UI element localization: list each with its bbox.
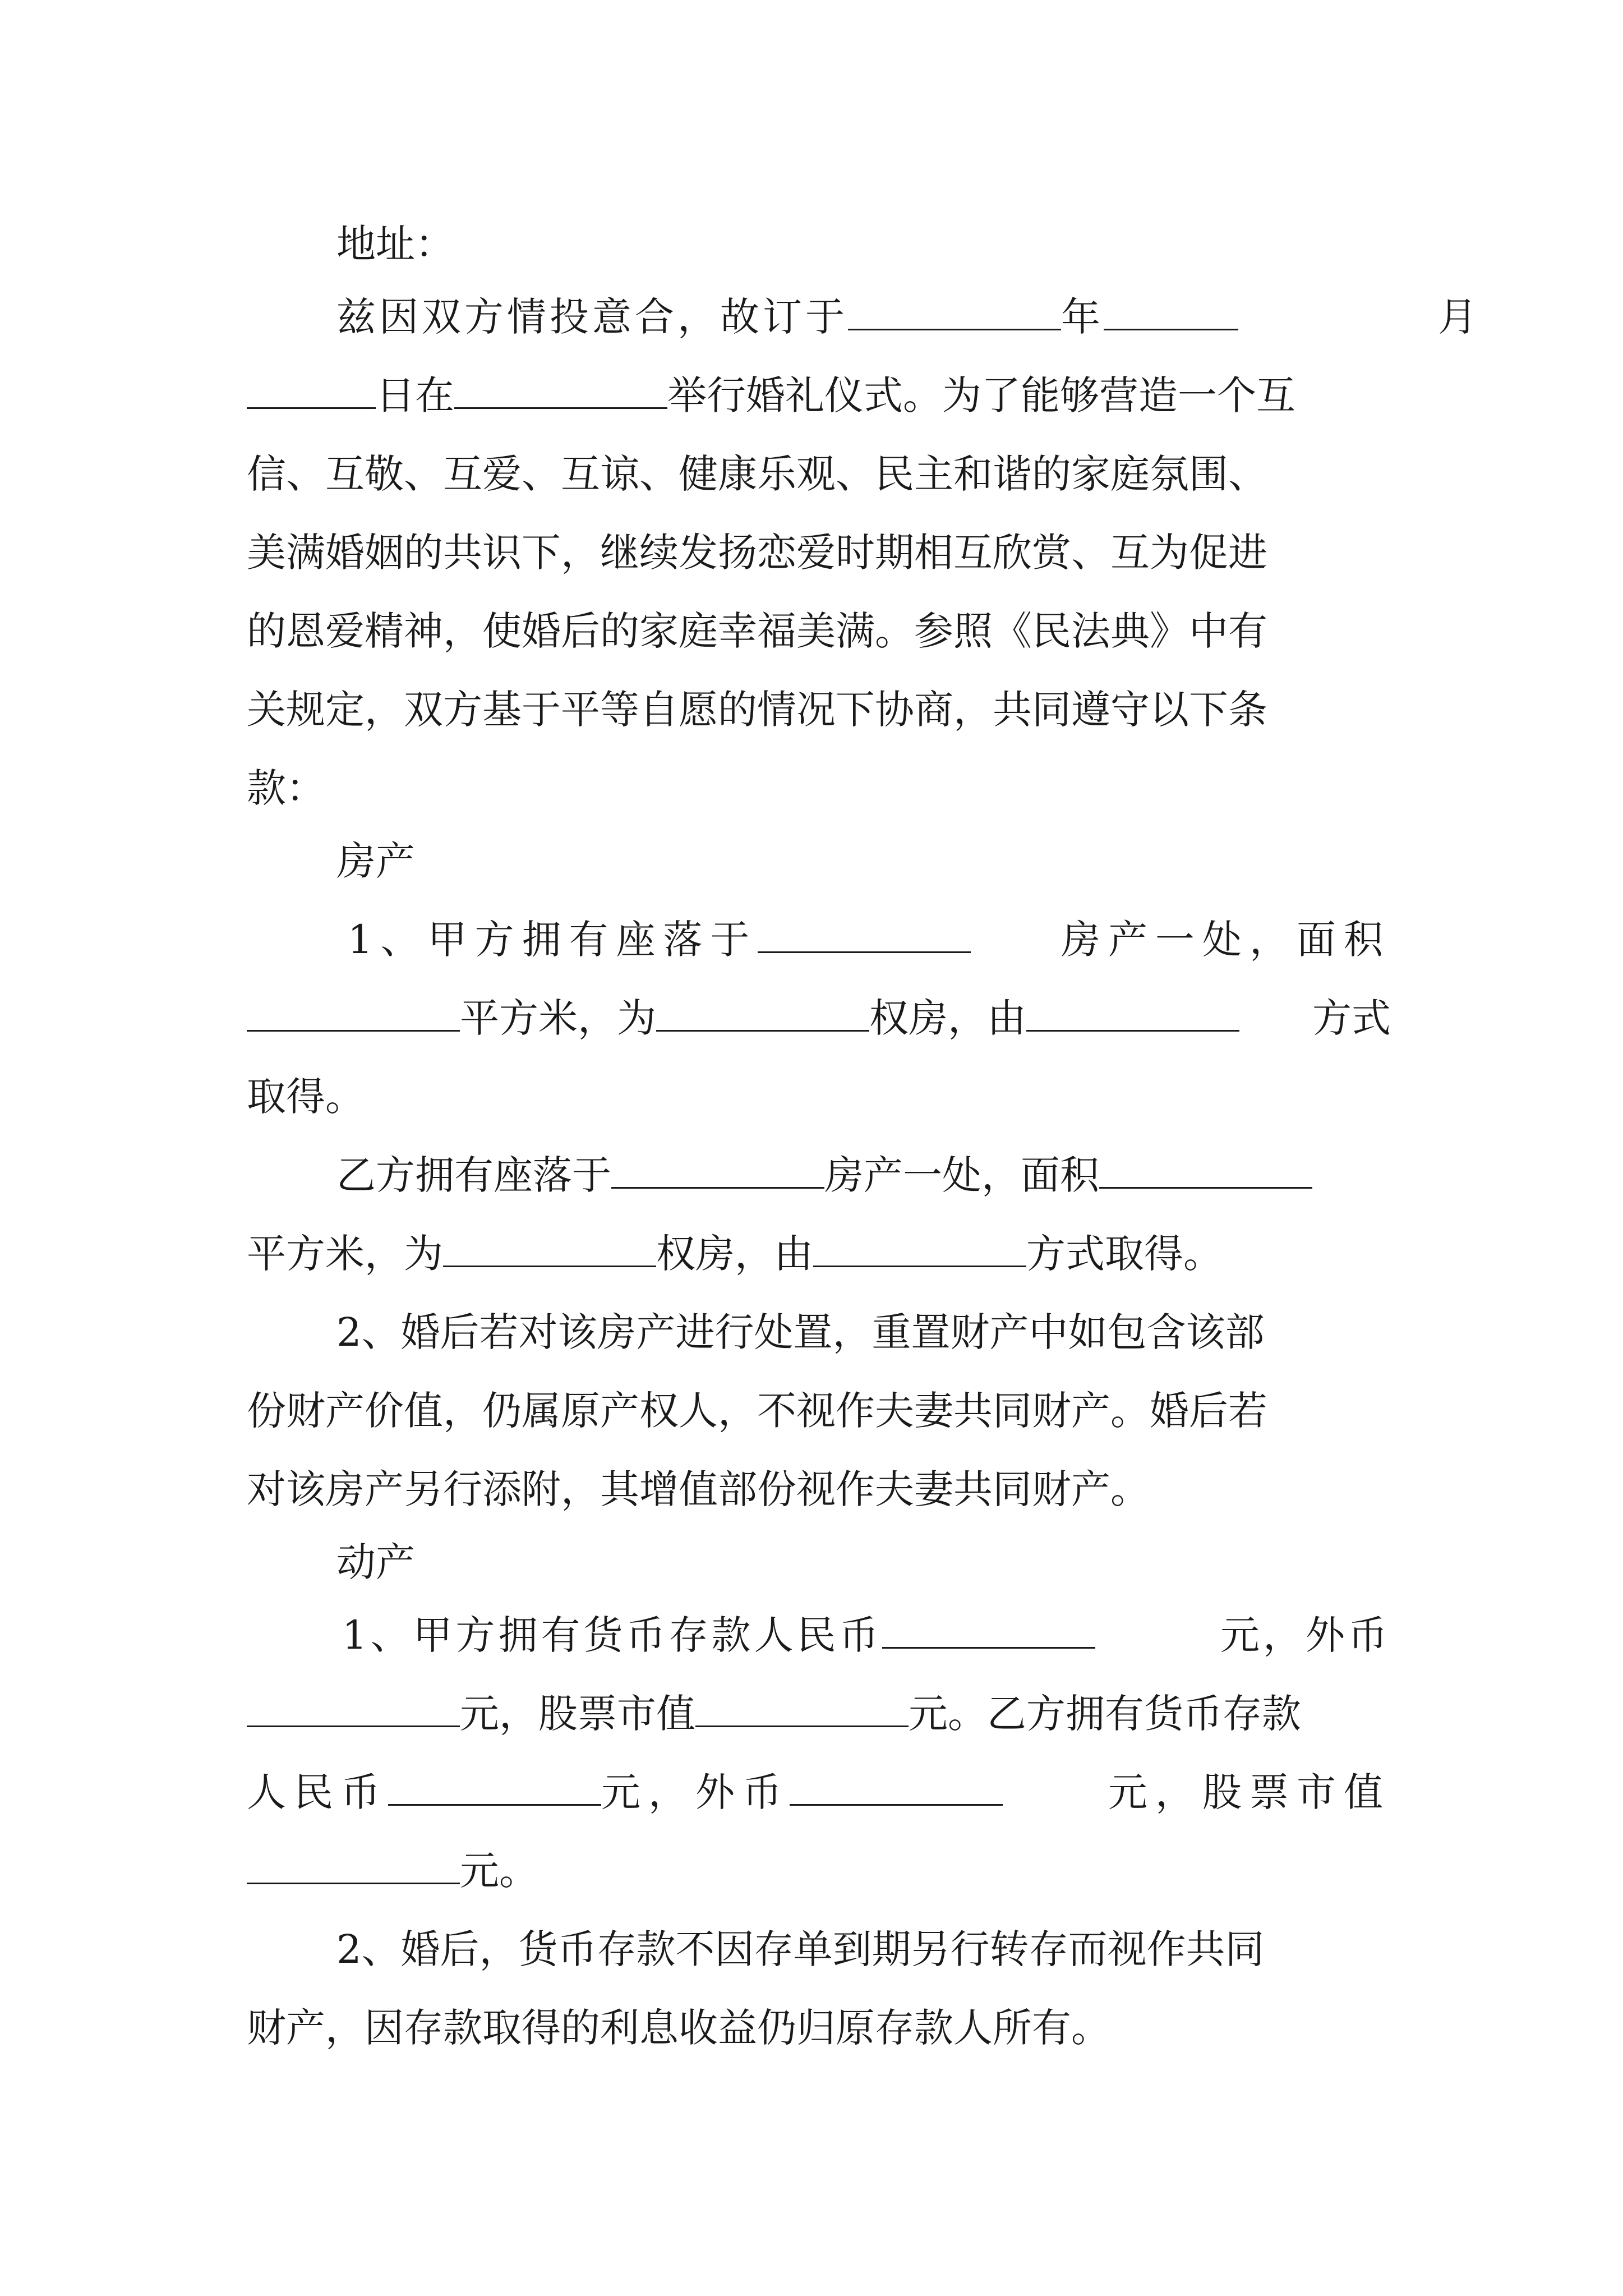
party-b-title-blank bbox=[443, 1231, 656, 1267]
re-item2-line-1: 2、婚后若对该房产进行处置，重置财产中如包含该部 bbox=[336, 1309, 1265, 1355]
mv-item1-text-2: 元，外币 bbox=[1220, 1612, 1391, 1658]
re-item1-text-2: 房产一处，面积 bbox=[1061, 917, 1391, 963]
address-label bbox=[247, 213, 1481, 275]
intro-text-ceremony: 举行婚礼仪式。为了能够营造一个互 bbox=[667, 372, 1295, 418]
intro-line-1 bbox=[247, 286, 1481, 348]
party-a-area-blank bbox=[247, 995, 460, 1032]
intro-line-6: 关规定，双方基于平等自愿的情况下协商，共同遵守以下条 bbox=[247, 687, 1267, 733]
intro-line-5: 的恩爱精神，使婚后的家庭幸福美满。参照《民法典》中有 bbox=[247, 608, 1267, 654]
intro-text-month: 月 bbox=[1438, 294, 1481, 340]
intro-line-7: 款： bbox=[247, 765, 325, 811]
intro-line-4: 美满婚姻的共识下，继续发扬恋爱时期相互欣赏、互为促进 bbox=[247, 530, 1267, 576]
mv-item1-text-7: 元，股票市值 bbox=[1108, 1769, 1391, 1815]
party-a-title-blank bbox=[656, 995, 869, 1032]
party-b-method-blank bbox=[813, 1231, 1026, 1267]
venue-blank bbox=[454, 372, 667, 409]
re-item1-line-3: 取得。 bbox=[247, 1074, 365, 1120]
intro-text-day: 日在 bbox=[376, 372, 454, 418]
re-item1b-text-1: 乙方拥有座落于 bbox=[336, 1152, 611, 1198]
mv-item1-text-6: 元，外币 bbox=[601, 1769, 790, 1815]
party-b-stock-blank bbox=[247, 1848, 460, 1884]
address-text: 地址： bbox=[336, 221, 454, 267]
mv-item1-line-4 bbox=[247, 1840, 1391, 1902]
intro-line-2 bbox=[247, 365, 1391, 426]
mv-item2-line-2: 财产，因存款取得的利息收益仍归原存款人所有。 bbox=[247, 2005, 1110, 2051]
re-item1b-line-1 bbox=[247, 1144, 1391, 1206]
mv-item1-line-2 bbox=[247, 1683, 1391, 1745]
year-blank bbox=[848, 294, 1061, 330]
re-item1-line-1 bbox=[247, 909, 1391, 970]
party-a-forex-blank bbox=[247, 1691, 460, 1727]
re-item1-text-5: 方式 bbox=[1312, 995, 1391, 1041]
party-a-stock-blank bbox=[695, 1691, 909, 1727]
party-a-rmb-blank bbox=[882, 1612, 1095, 1649]
re-item1b-line-2 bbox=[247, 1223, 1391, 1285]
mv-item1-text-3: 元，股票市值 bbox=[460, 1691, 695, 1737]
party-b-forex-blank bbox=[790, 1769, 1003, 1806]
party-b-area-blank bbox=[1099, 1152, 1312, 1189]
party-b-rmb-blank bbox=[388, 1769, 601, 1806]
re-item2-line-3: 对该房产另行添附，其增值部份视作夫妻共同财产。 bbox=[247, 1466, 1150, 1512]
mv-item1-text-1: 1、甲方拥有货币存款人民币 bbox=[342, 1612, 882, 1658]
real-estate-heading: 房产 bbox=[336, 838, 415, 884]
month-blank bbox=[1104, 294, 1238, 330]
re-item1-text-4: 权房，由 bbox=[869, 995, 1026, 1041]
mv-item1-text-5: 人民币 bbox=[247, 1769, 388, 1815]
mv-item1-line-1 bbox=[247, 1604, 1391, 1666]
intro-text-year: 年 bbox=[1061, 294, 1104, 340]
intro-line-3: 信、互敬、互爱、互谅、健康乐观、民主和谐的家庭氛围、 bbox=[247, 451, 1267, 497]
re-item1b-text-4: 权房，由 bbox=[656, 1231, 813, 1277]
party-a-location-blank bbox=[758, 917, 971, 953]
re-item1b-text-3: 平方米，为 bbox=[247, 1231, 443, 1277]
mv-item1-line-3 bbox=[247, 1761, 1391, 1823]
re-item1-text-3: 平方米，为 bbox=[460, 995, 656, 1041]
day-blank bbox=[247, 372, 376, 409]
intro-text-1: 兹因双方情投意合，故订于 bbox=[336, 294, 848, 340]
re-item1b-text-5: 方式取得。 bbox=[1026, 1231, 1223, 1277]
re-item2-line-2: 份财产价值，仍属原产权人，不视作夫妻共同财产。婚后若 bbox=[247, 1388, 1267, 1434]
re-item1-text-1: 1、甲方拥有座落于 bbox=[348, 917, 758, 963]
party-b-location-blank bbox=[611, 1152, 824, 1189]
mv-item1-text-8: 元。 bbox=[460, 1848, 538, 1894]
party-a-method-blank bbox=[1026, 995, 1239, 1032]
mv-item2-line-1: 2、婚后，货币存款不因存单到期另行转存而视作共同 bbox=[336, 1926, 1265, 1972]
movables-heading: 动产 bbox=[336, 1539, 415, 1585]
re-item1-line-2 bbox=[247, 987, 1391, 1049]
re-item1b-text-2: 房产一处，面积 bbox=[824, 1152, 1099, 1198]
mv-item1-text-4: 元。乙方拥有货币存款 bbox=[909, 1691, 1301, 1737]
